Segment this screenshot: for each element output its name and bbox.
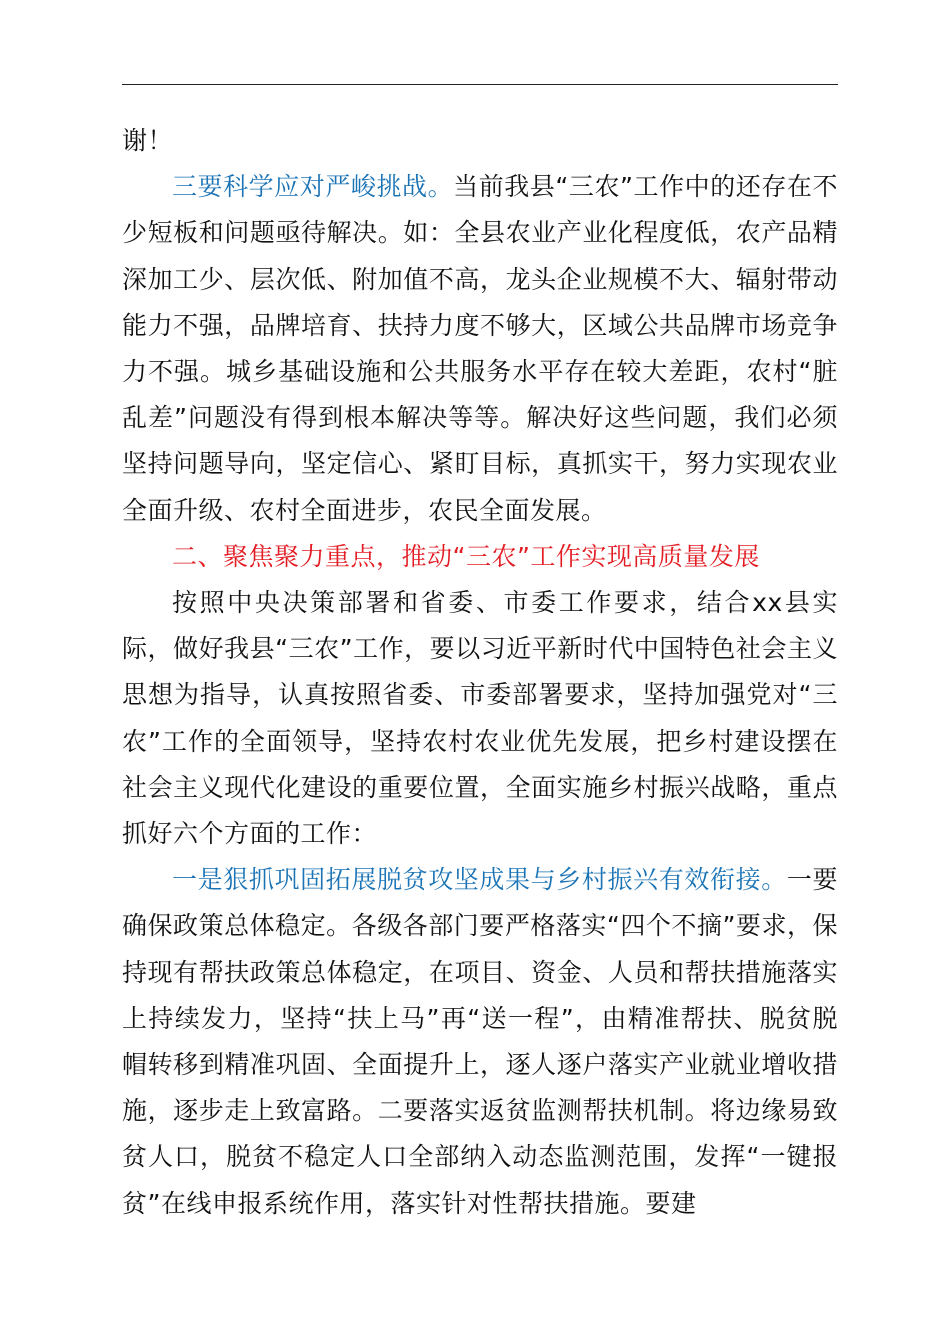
- continuation-text: 谢！: [122, 126, 174, 155]
- document-body: [122, 118, 838, 1227]
- paragraph-challenges: [122, 164, 838, 534]
- paragraph-overview: 按照中央决策部署和省委、市委工作要求，结合xx县实际，做好我县“三农”工作，要以习近平新时代中国特色社会主义思想为指导，认真按照省委、市委部署要求，坚持加强党对“三农”工作的全面领导，坚持农村农业优先发展，把乡村建设摆在社会主义现代化建设的重要位置，全面实施乡村振兴战略，重点抓好六个方面的工作：: [122, 588, 838, 849]
- subheading-poverty: 一是狠抓巩固拓展脱贫攻坚成果与乡村振兴有效衔接。: [172, 865, 787, 895]
- subheading-challenges: 三要科学应对严峻挑战。: [172, 172, 454, 202]
- paragraph-poverty: [122, 857, 838, 1227]
- section-heading: 二、聚焦聚力重点，推动“三农”工作实现高质量发展: [172, 541, 760, 571]
- header-rule: [122, 84, 838, 85]
- paragraph-poverty-body: 一要确保政策总体稳定。各级各部门要严格落实“四个不摘”要求，保持现有帮扶政策总体稳定，在项目、资金、人员和帮扶措施落实上持续发力，坚持“扶上马”再“送一程”，由精准帮扶、脱贫脱帽转移到精准巩固、全面提升上，逐人逐户落实产业就业增收措施，逐步走上致富路。二要落实返贫监测帮扶机制。将边缘易致贫人口，脱贫不稳定人口全部纳入动态监测范围，发挥“一键报贫”在线申报系统作用，落实针对性帮扶措施。要建: [122, 865, 838, 1218]
- paragraph-challenges-body: 当前我县“三农”工作中的还存在不少短板和问题亟待解决。如：全县农业产业化程度低，农产品精深加工少、层次低、附加值不高，龙头企业规模不大、辐射带动能力不强，品牌培育、扶持力度不够大，区域公共品牌市场竞争力不强。城乡基础设施和公共服务水平存在较大差距，农村“脏乱差”问题没有得到根本解决等等。解决好这些问题，我们必须坚持问题导向，坚定信心、紧盯目标，真抓实干，努力实现农业全面升级、农村全面进步，农民全面发展。: [122, 172, 838, 525]
